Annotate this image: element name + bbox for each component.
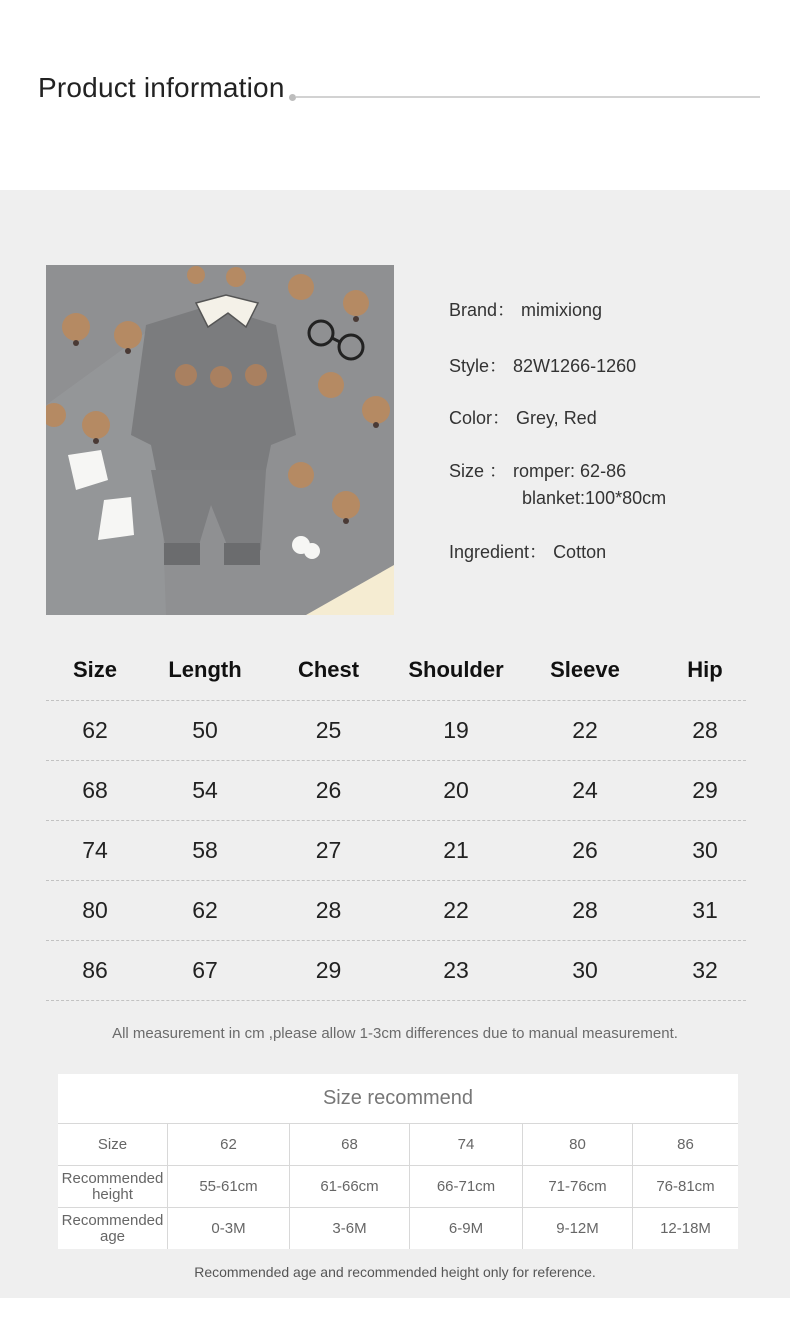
spec-style-label: Style： <box>449 356 508 376</box>
spec-brand <box>449 296 602 322</box>
section-title: Product information <box>38 72 285 103</box>
table-cell: 3-6M <box>290 1208 410 1249</box>
table-cell: 68 <box>290 1124 410 1165</box>
table-cell: 29 <box>315 957 342 983</box>
product-photo <box>46 265 394 615</box>
spec-size-value: romper: 62-86 <box>513 461 627 481</box>
table-cell: 19 <box>443 717 469 743</box>
table-cell: 21 <box>443 837 469 863</box>
table-cell: 23 <box>443 957 469 983</box>
table-cell: 28 <box>692 717 718 743</box>
table-cell: 86 <box>677 1135 694 1153</box>
reference-note: Recommended age and recommended height only for reference. <box>194 1264 596 1280</box>
table-cell: 30 <box>572 957 598 983</box>
table-cell: 62 <box>168 1124 290 1165</box>
table-row <box>46 941 746 1001</box>
spec-size-value-2: blanket:100*80cm <box>522 488 667 508</box>
size-recommend-table <box>58 1074 738 1249</box>
table-cell: 0-3M <box>168 1208 290 1249</box>
table-cell: 55-61cm <box>168 1166 290 1207</box>
column-header: Sleeve <box>550 657 620 682</box>
table-cell: 12-18M <box>660 1219 711 1237</box>
spec-ingredient-label: Ingredient： <box>449 542 548 562</box>
table-cell: 26 <box>315 777 342 803</box>
table-row <box>46 881 746 941</box>
recommend-height-row <box>58 1166 738 1208</box>
table-cell: 74 <box>82 837 108 863</box>
table-cell: 76-81cm <box>656 1177 715 1195</box>
table-cell: 32 <box>692 957 718 983</box>
table-cell: 27 <box>315 837 342 863</box>
table-row <box>46 761 746 821</box>
table-row <box>46 821 746 881</box>
table-cell: 9-12M <box>523 1208 633 1249</box>
spec-ingredient-value: Cotton <box>553 542 607 562</box>
table-cell: 24 <box>572 777 598 803</box>
size-recommend-grid <box>58 1124 738 1249</box>
spec-brand-value: mimixiong <box>521 300 603 320</box>
table-cell: 58 <box>192 837 218 863</box>
spec-brand-label: Brand： <box>449 300 516 320</box>
spec-color-value: Grey, Red <box>516 408 597 428</box>
table-cell: 25 <box>315 717 342 743</box>
column-header: Hip <box>687 657 723 682</box>
table-cell: 28 <box>572 897 598 923</box>
table-cell: 68 <box>82 777 108 803</box>
table-cell: 22 <box>443 897 469 923</box>
title-dot-decoration <box>289 94 296 101</box>
table-cell: 71-76cm <box>523 1166 633 1207</box>
table-cell: 28 <box>315 897 342 923</box>
table-cell: 80 <box>523 1124 633 1165</box>
size-chart-table <box>46 640 746 1001</box>
size-recommend-title: Size recommend <box>58 1074 738 1124</box>
column-header: Chest <box>297 657 360 682</box>
table-cell: 29 <box>692 777 718 803</box>
table-row <box>46 701 746 761</box>
table-cell: 62 <box>192 897 218 923</box>
table-cell: 30 <box>692 837 718 863</box>
table-cell: 62 <box>82 717 108 743</box>
row-header: Size <box>58 1124 168 1165</box>
spec-size-label: Size ： <box>449 461 508 481</box>
spec-ingredient <box>449 538 606 564</box>
table-cell: 26 <box>572 837 598 863</box>
row-header: Recommended age <box>58 1208 168 1249</box>
table-cell: 67 <box>192 957 218 983</box>
spec-size-extra <box>516 488 666 509</box>
table-cell: 20 <box>443 777 469 803</box>
table-cell: 54 <box>192 777 218 803</box>
table-cell: 74 <box>410 1124 523 1165</box>
section-header <box>0 0 790 190</box>
table-cell: 80 <box>82 897 108 923</box>
table-cell: 61-66cm <box>290 1166 410 1207</box>
column-header: Shoulder <box>408 657 504 682</box>
recommend-age-row <box>58 1208 738 1249</box>
size-chart-header-row <box>46 640 746 701</box>
table-cell: 50 <box>192 717 218 743</box>
spec-style-value: 82W1266-1260 <box>513 356 637 376</box>
column-header: Size <box>72 657 118 682</box>
spec-color <box>449 404 597 430</box>
spec-style <box>449 352 636 378</box>
title-divider-line <box>296 96 760 98</box>
spec-color-label: Color： <box>449 408 511 428</box>
table-cell: 22 <box>572 717 598 743</box>
measurement-note: All measurement in cm ,please allow 1-3cm differences due to manual measurement. <box>112 1025 678 1042</box>
column-header: Length <box>168 657 242 682</box>
table-cell: 31 <box>692 897 718 923</box>
row-header: Recommended height <box>58 1166 168 1207</box>
table-cell: 66-71cm <box>410 1166 523 1207</box>
recommend-size-row <box>58 1124 738 1166</box>
table-cell: 86 <box>82 957 108 983</box>
table-cell: 6-9M <box>410 1208 523 1249</box>
spec-size <box>449 457 626 483</box>
